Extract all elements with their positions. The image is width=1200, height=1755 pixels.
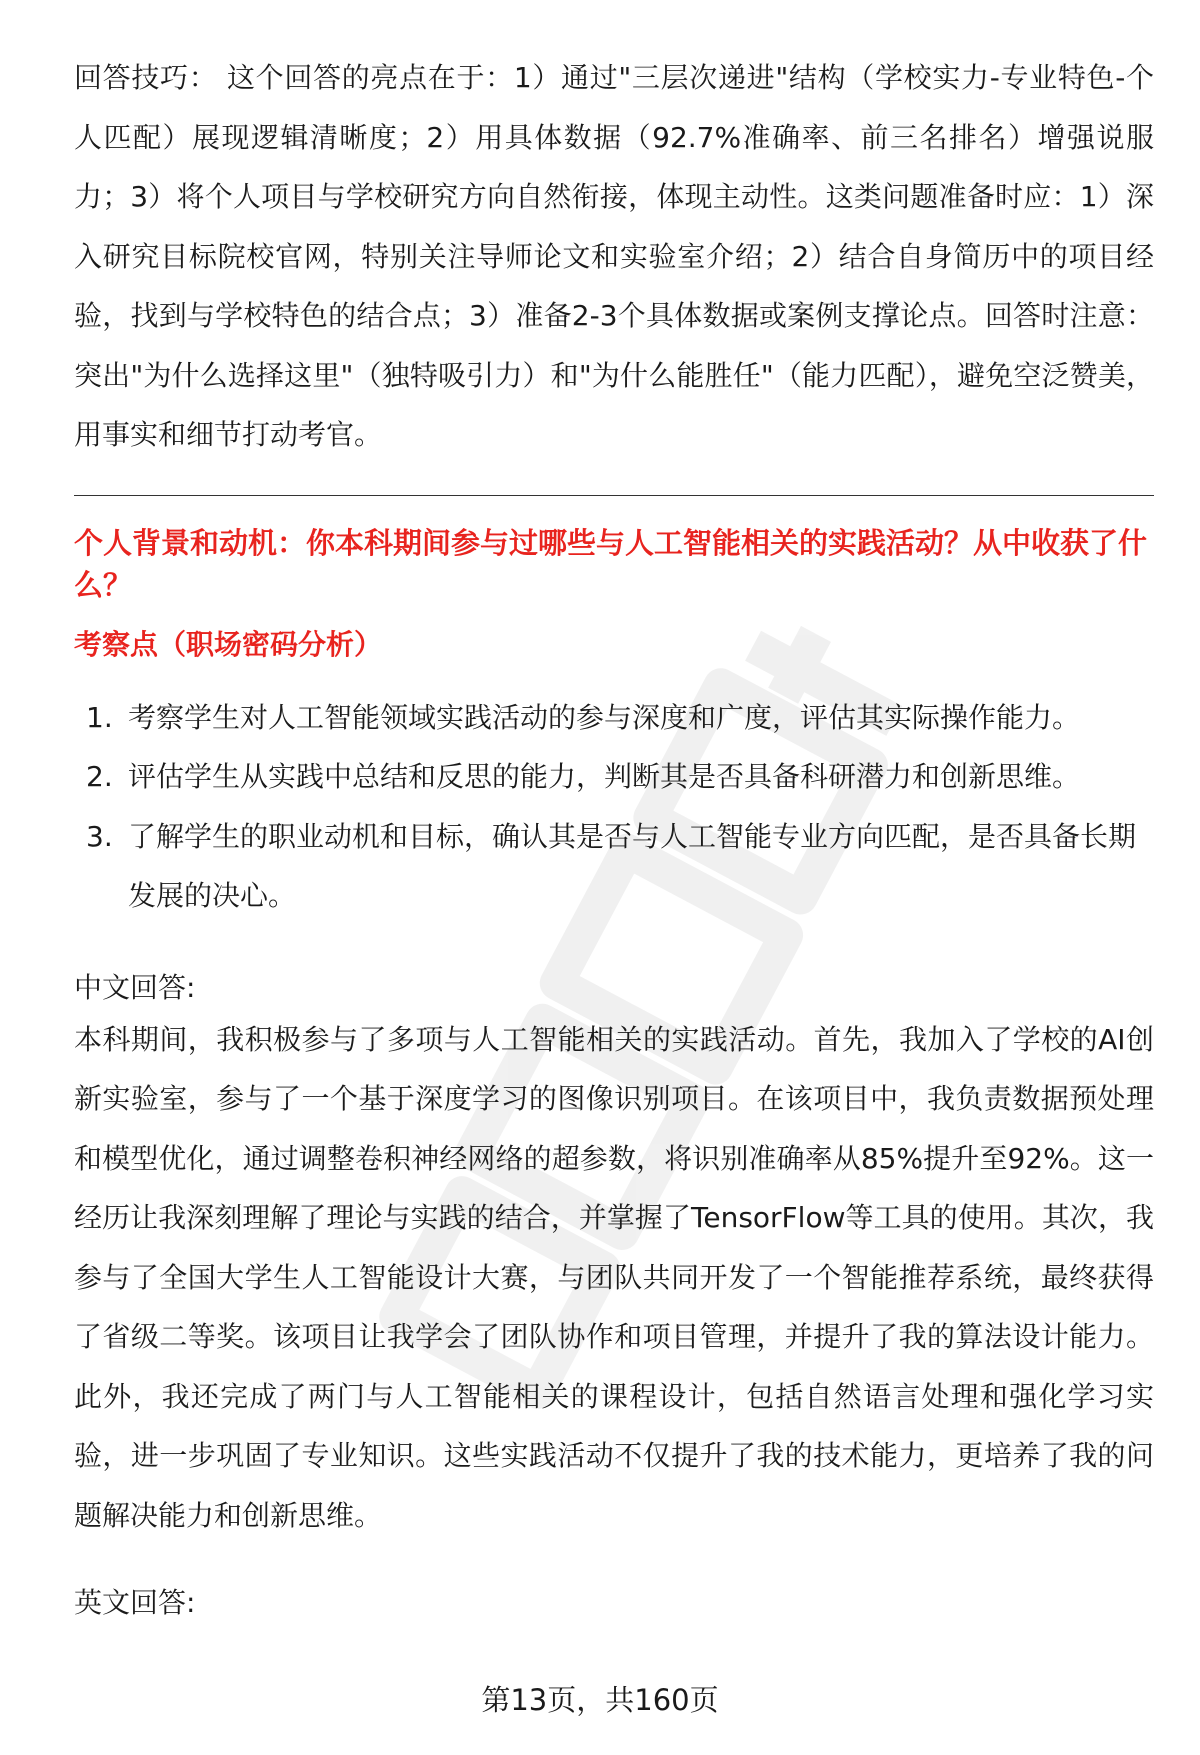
list-item bbox=[74, 747, 1154, 807]
section-divider bbox=[74, 495, 1154, 496]
list-item bbox=[74, 807, 1154, 926]
exam-points-list bbox=[74, 688, 1154, 926]
list-item-number: 3. bbox=[86, 819, 113, 853]
list-item-text: 了解学生的职业动机和目标，确认其是否与人工智能专业方向匹配，是否具备长期发展的决心。 bbox=[128, 819, 1137, 912]
question-heading: 个人背景和动机：你本科期间参与过哪些与人工智能相关的实践活动？从中收获了什么？ bbox=[74, 525, 1148, 602]
chinese-answer-label: 中文回答: bbox=[74, 970, 196, 1004]
list-item-text: 考察学生对人工智能领域实践活动的参与深度和广度，评估其实际操作能力。 bbox=[128, 700, 1081, 734]
chinese-answer-paragraph: 本科期间，我积极参与了多项与人工智能相关的实践活动。首先，我加入了学校的AI创新实验室，参与了一个基于深度学习的图像识别项目。在该项目中，我负责数据预处理和模型优化，通过调整卷积神经网络的超参数，将识别准确率从85%提升至92%。这一经历让我深刻理解了理论与实践的结合，并掌握了TensorFlow等工具的使用。其次，我参与了全国大学生人工智能设计大赛，与团队共同开发了一个智能推荐系统，最终获得了省级二等奖。该项目让我学会了团队协作和项目管理，并提升了我的算法设计能力。此外，我还完成了两门与人工智能相关的课程设计，包括自然语言处理和强化学习实验，进一步巩固了专业知识。这些实践活动不仅提升了我的技术能力，更培养了我的问题解决能力和创新思维。 bbox=[74, 1022, 1154, 1532]
list-item-number: 1. bbox=[86, 700, 113, 734]
list-item bbox=[74, 688, 1154, 748]
list-item-text: 评估学生从实践中总结和反思的能力，判断其是否具备科研潜力和创新思维。 bbox=[128, 760, 1081, 793]
list-item-number: 2. bbox=[86, 760, 113, 793]
english-answer-label: 英文回答: bbox=[74, 1586, 196, 1619]
page-number-footer: 第13页，共160页 bbox=[481, 1683, 719, 1717]
exam-points-title: 考察点（职场密码分析） bbox=[74, 627, 383, 661]
document-page bbox=[74, 48, 1154, 1625]
answer-tips-paragraph: 回答技巧： 这个回答的亮点在于：1）通过"三层次递进"结构（学校实力-专业特色-个人匹配）展现逻辑清晰度；2）用具体数据（92.7%准确率、前三名排名）增强说服力；3）将个人项目与学校研究方向自然衔接，体现主动性。这类问题准备时应：1）深入研究目标院校官网，特别关注导师论文和实验室介绍；2）结合自身简历中的项目经验，找到与学校特色的结合点；3）准备2-3个具体数据或案例支撑论点。回答时注意：突出"为什么选择这里"（独特吸引力）和"为什么能胜任"（能力匹配），避免空泛赞美，用事实和细节打动考官。 bbox=[74, 61, 1154, 451]
